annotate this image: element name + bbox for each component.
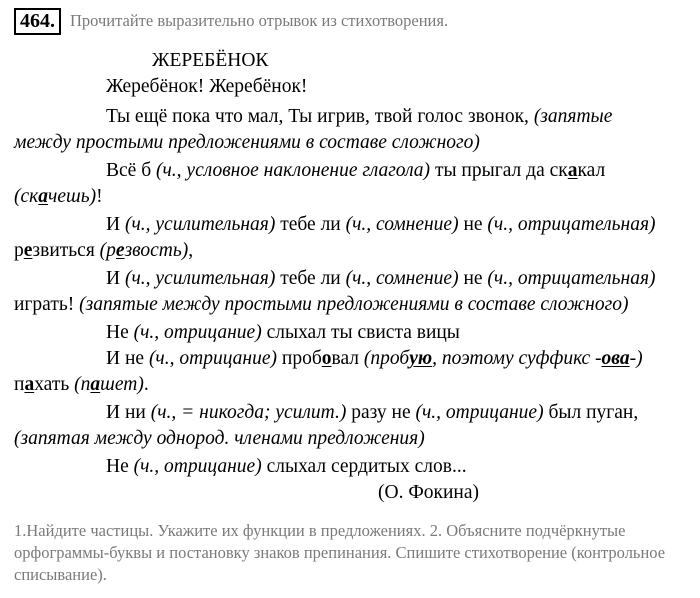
text: И — [106, 268, 125, 289]
comment: -) — [629, 348, 643, 369]
comment: звость) — [124, 240, 189, 261]
poem-line-10 — [106, 320, 460, 346]
text: тебе ли — [275, 214, 346, 235]
poem-author: (О. Фокина) — [378, 482, 479, 503]
comment: (ч., отрицание) — [133, 456, 262, 477]
poem-line-9 — [14, 292, 628, 318]
orthogram-letter: ова — [601, 348, 630, 369]
comment: (ч., условное наклонение глагола) — [156, 160, 431, 181]
poem-line-12 — [14, 372, 149, 398]
poem-line-13 — [106, 400, 638, 426]
comment: (ч., сомнение) — [345, 268, 459, 289]
text: ! — [96, 186, 103, 207]
poem-line-11 — [106, 346, 643, 372]
comment: чешь) — [48, 186, 97, 207]
orthogram-letter: е — [23, 240, 33, 261]
text: звиться — [32, 240, 100, 261]
poem-line-6 — [106, 212, 656, 238]
footnote-tasks: 1.Найдите частицы. Укажите их функции в предложениях. 2. Объясните подчёркнутые орфограммы-буквы и постановку знаков препинания. Спишите стихотворение (контрольное списывание). — [14, 521, 666, 584]
text: . — [143, 374, 149, 395]
comment: (ск — [14, 186, 39, 207]
text: И не — [106, 348, 149, 369]
text: И — [106, 214, 125, 235]
text: Ты ещё пока что мал, Ты игрив, твой голос звонок, — [106, 106, 534, 127]
text: кал — [577, 160, 606, 181]
text: Всё б — [106, 160, 156, 181]
comment: (проб — [363, 348, 410, 369]
comment: (ч., отрицательная) — [487, 214, 656, 235]
text: , — [188, 240, 194, 261]
poem-line-7 — [14, 238, 193, 264]
orthogram-letter: ую — [409, 348, 433, 369]
poem-line-8 — [106, 266, 656, 292]
comment: (р — [99, 240, 116, 261]
orthogram-letter: о — [321, 348, 332, 369]
text: не — [458, 214, 488, 235]
text: проб — [277, 348, 322, 369]
text: р — [14, 240, 24, 261]
poem-line-15 — [106, 454, 467, 480]
text: п — [14, 374, 25, 395]
comment: (ч., усилительная) — [124, 214, 276, 235]
poem-line-5 — [14, 184, 103, 210]
orthogram-letter: а — [90, 374, 101, 395]
orthogram-letter: е — [115, 240, 125, 261]
orthogram-letter: а — [24, 374, 35, 395]
orthogram-letter: а — [567, 160, 578, 181]
text: слыхал ты свиста вицы — [261, 322, 460, 343]
exercise-instruction: Прочитайте выразительно отрывок из стихотворения. — [70, 11, 449, 30]
comment: (ч., усилительная) — [124, 268, 276, 289]
comment: (запятые — [533, 106, 613, 127]
poem-line-4 — [106, 158, 605, 184]
text: слыхал сердитых слов... — [261, 456, 467, 477]
text: ты прыгал да ск — [430, 160, 568, 181]
comment: (запятая между однород. членами предложения) — [14, 428, 425, 449]
comment: шет) — [100, 374, 144, 395]
text: Не — [106, 322, 134, 343]
comment: (ч., = никогда; усилит.) — [150, 402, 347, 423]
poem-line-2 — [106, 104, 612, 130]
text: И ни — [106, 402, 151, 423]
orthogram-letter: а — [38, 186, 49, 207]
text: не — [458, 268, 488, 289]
comment: (запятые между простыми предложениями в составе сложного) — [79, 294, 629, 315]
comment: (ч., отрицательная) — [487, 268, 656, 289]
comment: (ч., отрицание) — [133, 322, 262, 343]
poem-line-1: Жеребёнок! Жеребёнок! — [106, 76, 308, 97]
poem-title: ЖЕРЕБЁНОК — [152, 50, 269, 71]
text: играть! — [14, 294, 80, 315]
text: разу не — [346, 402, 416, 423]
comment: , поэтому суффикс - — [432, 348, 602, 369]
poem-line-14 — [14, 426, 425, 452]
comment: (ч., сомнение) — [345, 214, 459, 235]
poem-line-3 — [14, 130, 480, 156]
comment: между простыми предложениями в составе сложного) — [14, 132, 480, 153]
exercise-number: 464. — [14, 8, 61, 35]
comment: (п — [74, 374, 91, 395]
comment: (ч., отрицание) — [415, 402, 544, 423]
comment: (ч., отрицание) — [148, 348, 278, 369]
text: вал — [331, 348, 364, 369]
text: хать — [34, 374, 75, 395]
text: тебе ли — [275, 268, 346, 289]
text: Не — [106, 456, 134, 477]
text: был пуган, — [543, 402, 639, 423]
